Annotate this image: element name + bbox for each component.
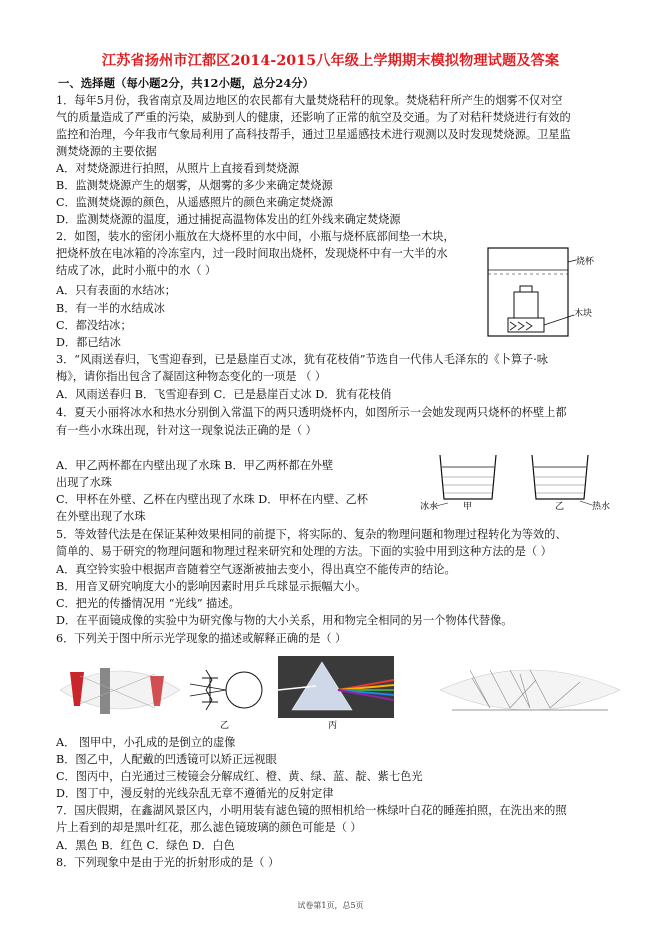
option-line: C．图丙中，白光通过三棱镜会分解成红、橙、黄、绿、蓝、靛、紫七色光 [56, 770, 423, 783]
question-line: 监控和治理，今年我市气象局利用了高科技帮手，通过卫星遥感技术进行观测以及时发现焚烧源。卫星监 [56, 128, 571, 141]
option-line: C．都没结冰； [56, 319, 132, 332]
page-footer: 试卷第1页，总5页 [297, 901, 364, 910]
label-yi: 乙 [555, 502, 565, 512]
concave-lens-eye-figure [190, 670, 262, 731]
option-line: D．图丁中，漫反射的光线杂乱无章不遵循光的反射定律 [56, 787, 334, 800]
option-line: 在外壁出现了水珠 [56, 510, 146, 523]
label-hot-water: 热水 [592, 502, 611, 512]
option-line: A．黑色 B．红色 C．绿色 D．白色 [56, 839, 235, 852]
prism-figure [278, 656, 394, 731]
question-line: 简单的、易于研究的物理问题和物理过程来研究和处理的方法。下面的实验中用到这种方法的是（ ） [56, 545, 552, 558]
label-figure-bing: 丙 [328, 721, 338, 731]
option-line: D．在平面镜成像的实验中为研究像与物的大小关系，用和物完全相同的另一个物体代替像。 [56, 614, 513, 627]
question-line: 结成了冰，此时小瓶中的水（ ） [56, 264, 217, 277]
option-line: A． 图甲中，小孔成的是倒立的虚像 [56, 736, 236, 749]
question-line: 片上看到的却是黑叶红花，那么滤色镜玻璃的颜色可能是（ ） [56, 821, 362, 834]
option-line: A．只有表面的水结冰； [56, 284, 176, 297]
option-line: B．有一半的水结成冰 [56, 302, 165, 315]
option-line: 出现了水珠 [56, 476, 112, 489]
question-line: 把烧杯放在电冰箱的冷冻室内，过一段时间取出烧杯，发现烧杯中有一大半的水 [56, 247, 448, 260]
question-line: 有一些小水珠出现，针对这一现象说法正确的是（ ） [56, 424, 317, 437]
question-line: 7．国庆假期，在鑫湖风景区内，小明用装有滤色镜的照相机给一株绿叶白花的睡莲拍照，在洗出来的照 [56, 804, 567, 817]
label-figure-yi: 乙 [220, 721, 230, 731]
optics-figures [60, 650, 620, 732]
option-line: C．监测焚烧源的颜色，从遥感照片的颜色来确定焚烧源 [56, 196, 334, 209]
question-line: 梅》，请你指出包含了凝固这种物态变化的一项是 （ ） [56, 370, 327, 383]
two-beakers-figure [420, 447, 620, 513]
option-line: D．都已结冰 [56, 336, 121, 349]
label-beaker: 烧杯 [576, 257, 595, 267]
diffuse-reflection-figure [440, 670, 620, 710]
question-line: 1．每年5月份，我省南京及周边地区的农民都有大量焚烧秸秆的现象。焚烧秸秆所产生的烟雾不仅对空 [56, 94, 563, 107]
option-line: A．风雨送春归 B．飞雪迎春到 C．已是悬崖百丈冰 D．犹有花枝俏 [56, 388, 392, 401]
pinhole-figure [60, 668, 180, 714]
option-line: A．对焚烧源进行拍照，从照片上直接看到焚烧源 [56, 162, 300, 175]
label-wood-block: 木块 [574, 309, 593, 319]
question-line: 3．“风雨送春归，飞雪迎春到，已是悬崖百丈冰，犹有花枝俏”节选自一代伟人毛泽东的《卜算子·咏 [56, 353, 548, 366]
question-line: 测焚烧源的主要依据 [56, 145, 157, 158]
option-line: B．监测焚烧源产生的烟雾，从烟雾的多少来确定焚烧源 [56, 179, 333, 192]
label-jia: 甲 [463, 502, 473, 512]
option-line: A．真空铃实验中根据声音随着空气逐渐被抽去变小，得出真空不能传声的结论。 [56, 563, 456, 576]
option-line: A．甲乙两杯都在内壁出现了水珠 B．甲乙两杯都在外壁 [56, 459, 334, 472]
option-line: C．把光的传播情况用 “光线” 描述。 [56, 597, 240, 610]
option-line: B．用音叉研究响度大小的影响因素时用乒乓球显示振幅大小。 [56, 580, 367, 593]
label-cold-water: 冰水 [420, 502, 439, 512]
question-line: 气的质量造成了严重的污染，威胁到人的健康，还影响了正常的航空及交通。为了对秸秆焚烧进行有效的 [56, 111, 571, 124]
paper-title: 江苏省扬州市江都区2014-2015八年级上学期期末模拟物理试题及答案 [101, 53, 560, 69]
option-line: B．图乙中，人配戴的凹透镜可以矫正远视眼 [56, 753, 277, 766]
question-line: 6．下列关于图中所示光学现象的描述或解释正确的是（ ） [56, 632, 347, 645]
question-line: 5．等效替代法是在保证某种效果相同的前提下，将实际的、复杂的物理问题和物理过程转化为等效的、 [56, 528, 567, 541]
option-line: C．甲杯在外壁、乙杯在内壁出现了水珠 D．甲杯在内壁、乙杯 [56, 493, 368, 506]
question-line: 4．夏天小丽将冰水和热水分别倒入常温下的两只透明烧杯内，如图所示一会她发现两只烧杯的杯壁上都 [56, 406, 567, 419]
option-line: D．监测焚烧源的温度，通过捕捉高温物体发出的红外线来确定焚烧源 [56, 213, 401, 226]
question-line: 2．如图，装水的密闭小瓶放在大烧杯里的水中间，小瓶与烧杯底部间垫一木块， [56, 230, 455, 243]
question-line: 8．下列现象中是由于光的折射形成的是（ ） [56, 856, 280, 869]
beaker-bottle-figure [478, 240, 598, 340]
section-heading: 一、选择题（每小题2分，共12小题，总分24分） [58, 76, 315, 90]
